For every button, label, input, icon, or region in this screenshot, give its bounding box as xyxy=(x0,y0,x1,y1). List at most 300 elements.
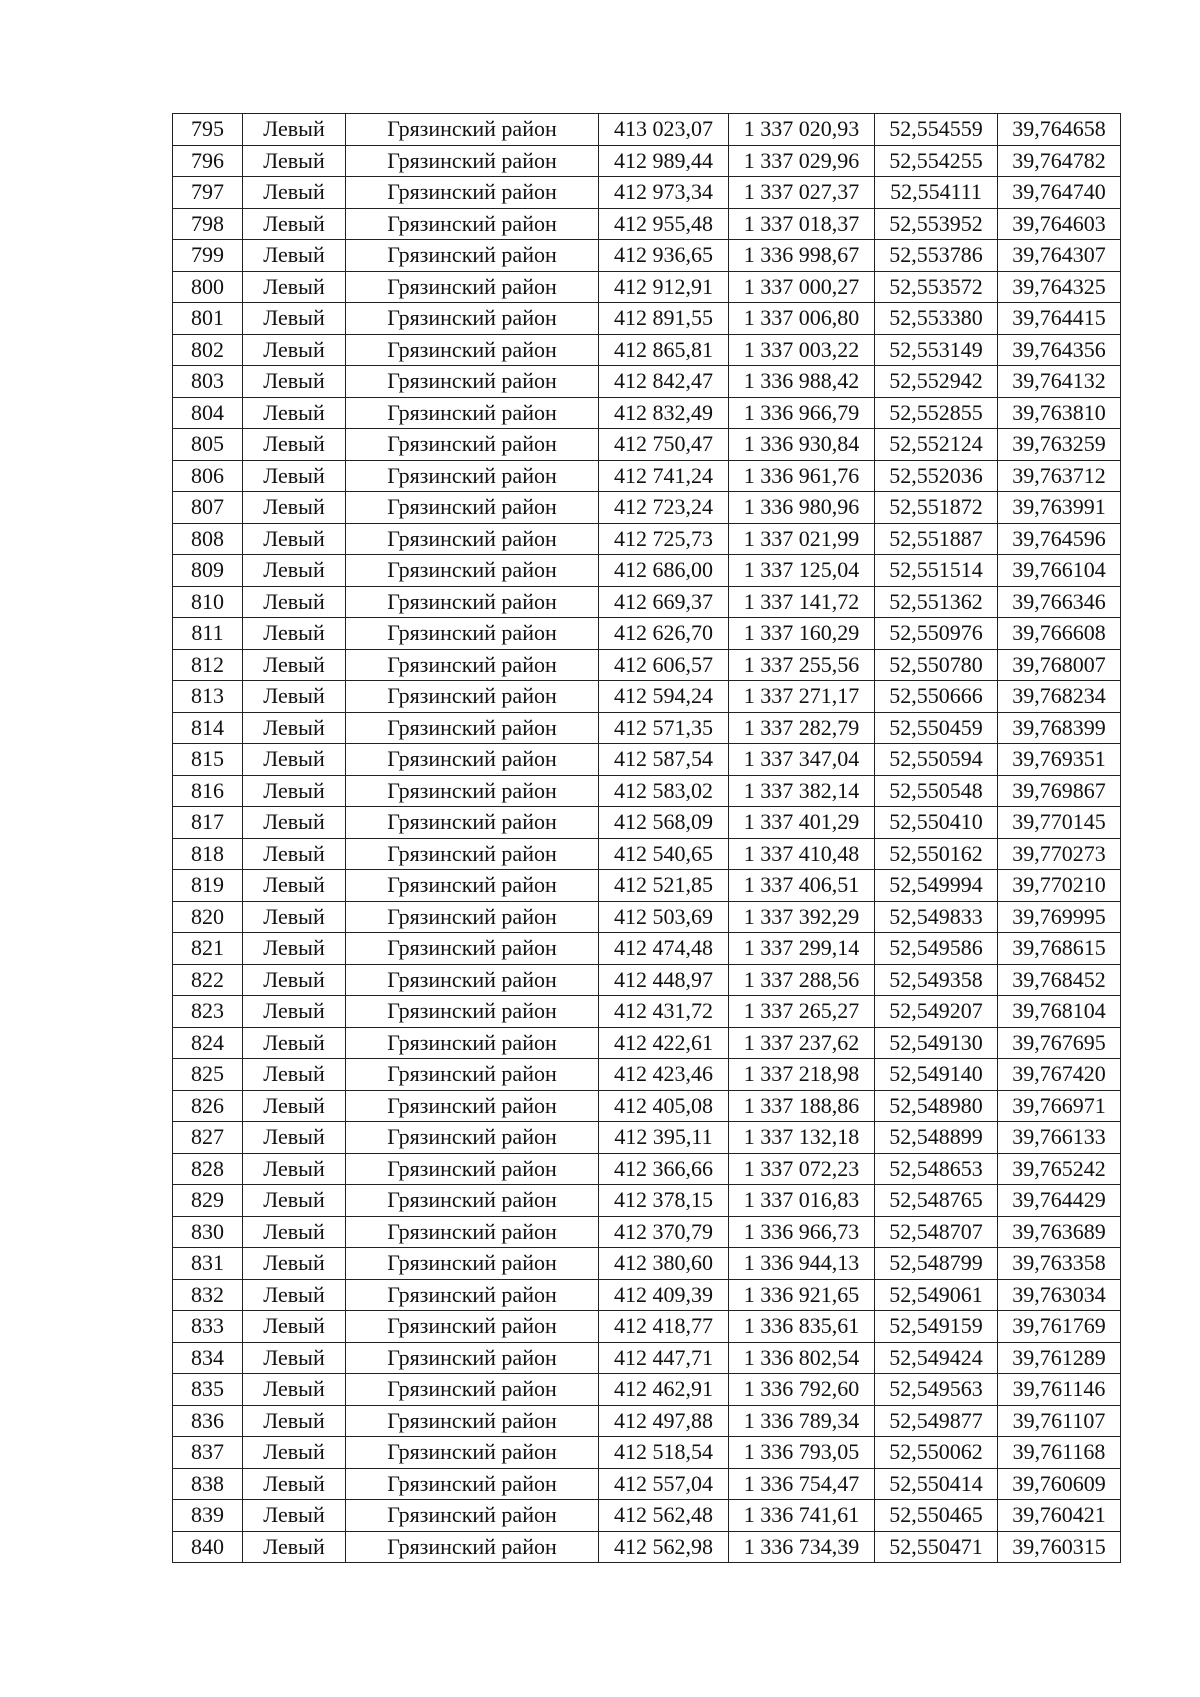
y-coordinate-cell: 1 336 930,84 xyxy=(729,429,875,461)
y-coordinate-cell: 1 336 980,96 xyxy=(729,492,875,524)
point-number-cell: 840 xyxy=(173,1531,243,1563)
latitude-cell: 52,553786 xyxy=(875,240,998,272)
y-coordinate-cell: 1 337 021,99 xyxy=(729,523,875,555)
longitude-cell: 39,760609 xyxy=(998,1468,1121,1500)
district-cell: Грязинский район xyxy=(346,1437,599,1469)
x-coordinate-cell: 412 378,15 xyxy=(599,1185,729,1217)
x-coordinate-cell: 413 023,07 xyxy=(599,114,729,146)
table-row xyxy=(173,208,1121,240)
x-coordinate-cell: 412 423,46 xyxy=(599,1059,729,1091)
table-row xyxy=(173,1374,1121,1406)
side-cell: Левый xyxy=(243,334,346,366)
x-coordinate-cell: 412 568,09 xyxy=(599,807,729,839)
table-row xyxy=(173,429,1121,461)
side-cell: Левый xyxy=(243,114,346,146)
table-row xyxy=(173,1185,1121,1217)
longitude-cell: 39,768104 xyxy=(998,996,1121,1028)
point-number-cell: 819 xyxy=(173,870,243,902)
point-number-cell: 808 xyxy=(173,523,243,555)
latitude-cell: 52,549140 xyxy=(875,1059,998,1091)
side-cell: Левый xyxy=(243,1122,346,1154)
table-row xyxy=(173,933,1121,965)
side-cell: Левый xyxy=(243,1027,346,1059)
y-coordinate-cell: 1 337 141,72 xyxy=(729,586,875,618)
point-number-cell: 803 xyxy=(173,366,243,398)
longitude-cell: 39,761769 xyxy=(998,1311,1121,1343)
x-coordinate-cell: 412 626,70 xyxy=(599,618,729,650)
x-coordinate-cell: 412 370,79 xyxy=(599,1216,729,1248)
x-coordinate-cell: 412 594,24 xyxy=(599,681,729,713)
table-row xyxy=(173,460,1121,492)
longitude-cell: 39,764356 xyxy=(998,334,1121,366)
table-row xyxy=(173,145,1121,177)
longitude-cell: 39,766346 xyxy=(998,586,1121,618)
x-coordinate-cell: 412 518,54 xyxy=(599,1437,729,1469)
table-row xyxy=(173,1027,1121,1059)
district-cell: Грязинский район xyxy=(346,177,599,209)
latitude-cell: 52,549994 xyxy=(875,870,998,902)
table-row xyxy=(173,1216,1121,1248)
side-cell: Левый xyxy=(243,1468,346,1500)
x-coordinate-cell: 412 503,69 xyxy=(599,901,729,933)
latitude-cell: 52,553572 xyxy=(875,271,998,303)
longitude-cell: 39,764307 xyxy=(998,240,1121,272)
point-number-cell: 821 xyxy=(173,933,243,965)
side-cell: Левый xyxy=(243,1059,346,1091)
table-row xyxy=(173,964,1121,996)
x-coordinate-cell: 412 606,57 xyxy=(599,649,729,681)
point-number-cell: 824 xyxy=(173,1027,243,1059)
x-coordinate-cell: 412 832,49 xyxy=(599,397,729,429)
point-number-cell: 812 xyxy=(173,649,243,681)
side-cell: Левый xyxy=(243,1531,346,1563)
side-cell: Левый xyxy=(243,208,346,240)
side-cell: Левый xyxy=(243,1342,346,1374)
y-coordinate-cell: 1 336 966,73 xyxy=(729,1216,875,1248)
longitude-cell: 39,770145 xyxy=(998,807,1121,839)
side-cell: Левый xyxy=(243,492,346,524)
table-row xyxy=(173,1468,1121,1500)
side-cell: Левый xyxy=(243,744,346,776)
longitude-cell: 39,764415 xyxy=(998,303,1121,335)
longitude-cell: 39,763689 xyxy=(998,1216,1121,1248)
district-cell: Грязинский район xyxy=(346,775,599,807)
latitude-cell: 52,550594 xyxy=(875,744,998,776)
longitude-cell: 39,764603 xyxy=(998,208,1121,240)
x-coordinate-cell: 412 583,02 xyxy=(599,775,729,807)
x-coordinate-cell: 412 936,65 xyxy=(599,240,729,272)
longitude-cell: 39,766133 xyxy=(998,1122,1121,1154)
district-cell: Грязинский район xyxy=(346,492,599,524)
table-row xyxy=(173,1500,1121,1532)
longitude-cell: 39,770273 xyxy=(998,838,1121,870)
side-cell: Левый xyxy=(243,586,346,618)
longitude-cell: 39,764596 xyxy=(998,523,1121,555)
x-coordinate-cell: 412 380,60 xyxy=(599,1248,729,1280)
x-coordinate-cell: 412 521,85 xyxy=(599,870,729,902)
district-cell: Грязинский район xyxy=(346,208,599,240)
point-number-cell: 805 xyxy=(173,429,243,461)
y-coordinate-cell: 1 337 016,83 xyxy=(729,1185,875,1217)
latitude-cell: 52,548765 xyxy=(875,1185,998,1217)
point-number-cell: 826 xyxy=(173,1090,243,1122)
x-coordinate-cell: 412 842,47 xyxy=(599,366,729,398)
table-row xyxy=(173,366,1121,398)
latitude-cell: 52,548899 xyxy=(875,1122,998,1154)
latitude-cell: 52,550780 xyxy=(875,649,998,681)
point-number-cell: 829 xyxy=(173,1185,243,1217)
longitude-cell: 39,761289 xyxy=(998,1342,1121,1374)
district-cell: Грязинский район xyxy=(346,586,599,618)
y-coordinate-cell: 1 337 288,56 xyxy=(729,964,875,996)
latitude-cell: 52,549061 xyxy=(875,1279,998,1311)
point-number-cell: 823 xyxy=(173,996,243,1028)
district-cell: Грязинский район xyxy=(346,523,599,555)
latitude-cell: 52,553149 xyxy=(875,334,998,366)
y-coordinate-cell: 1 337 188,86 xyxy=(729,1090,875,1122)
latitude-cell: 52,550471 xyxy=(875,1531,998,1563)
x-coordinate-cell: 412 865,81 xyxy=(599,334,729,366)
table-row xyxy=(173,240,1121,272)
longitude-cell: 39,769867 xyxy=(998,775,1121,807)
district-cell: Грязинский район xyxy=(346,712,599,744)
side-cell: Левый xyxy=(243,1153,346,1185)
district-cell: Грязинский район xyxy=(346,397,599,429)
table-row xyxy=(173,1437,1121,1469)
longitude-cell: 39,763991 xyxy=(998,492,1121,524)
district-cell: Грязинский район xyxy=(346,1248,599,1280)
point-number-cell: 834 xyxy=(173,1342,243,1374)
point-number-cell: 838 xyxy=(173,1468,243,1500)
table-row xyxy=(173,586,1121,618)
side-cell: Левый xyxy=(243,1374,346,1406)
x-coordinate-cell: 412 912,91 xyxy=(599,271,729,303)
point-number-cell: 820 xyxy=(173,901,243,933)
latitude-cell: 52,549130 xyxy=(875,1027,998,1059)
longitude-cell: 39,760315 xyxy=(998,1531,1121,1563)
side-cell: Левый xyxy=(243,1405,346,1437)
y-coordinate-cell: 1 336 988,42 xyxy=(729,366,875,398)
district-cell: Грязинский район xyxy=(346,1374,599,1406)
x-coordinate-cell: 412 669,37 xyxy=(599,586,729,618)
x-coordinate-cell: 412 447,71 xyxy=(599,1342,729,1374)
district-cell: Грязинский район xyxy=(346,1279,599,1311)
longitude-cell: 39,761146 xyxy=(998,1374,1121,1406)
side-cell: Левый xyxy=(243,303,346,335)
point-number-cell: 799 xyxy=(173,240,243,272)
side-cell: Левый xyxy=(243,618,346,650)
district-cell: Грязинский район xyxy=(346,1153,599,1185)
longitude-cell: 39,764740 xyxy=(998,177,1121,209)
latitude-cell: 52,550465 xyxy=(875,1500,998,1532)
coordinates-table xyxy=(172,113,1121,1563)
side-cell: Левый xyxy=(243,1311,346,1343)
longitude-cell: 39,764782 xyxy=(998,145,1121,177)
district-cell: Грязинский район xyxy=(346,649,599,681)
y-coordinate-cell: 1 337 132,18 xyxy=(729,1122,875,1154)
x-coordinate-cell: 412 723,24 xyxy=(599,492,729,524)
longitude-cell: 39,768399 xyxy=(998,712,1121,744)
latitude-cell: 52,548707 xyxy=(875,1216,998,1248)
district-cell: Грязинский район xyxy=(346,1027,599,1059)
latitude-cell: 52,552942 xyxy=(875,366,998,398)
latitude-cell: 52,552036 xyxy=(875,460,998,492)
table-row xyxy=(173,492,1121,524)
longitude-cell: 39,761107 xyxy=(998,1405,1121,1437)
y-coordinate-cell: 1 337 347,04 xyxy=(729,744,875,776)
y-coordinate-cell: 1 336 998,67 xyxy=(729,240,875,272)
y-coordinate-cell: 1 337 282,79 xyxy=(729,712,875,744)
x-coordinate-cell: 412 955,48 xyxy=(599,208,729,240)
y-coordinate-cell: 1 337 020,93 xyxy=(729,114,875,146)
longitude-cell: 39,767420 xyxy=(998,1059,1121,1091)
side-cell: Левый xyxy=(243,271,346,303)
point-number-cell: 839 xyxy=(173,1500,243,1532)
latitude-cell: 52,553952 xyxy=(875,208,998,240)
x-coordinate-cell: 412 571,35 xyxy=(599,712,729,744)
longitude-cell: 39,768007 xyxy=(998,649,1121,681)
y-coordinate-cell: 1 337 406,51 xyxy=(729,870,875,902)
y-coordinate-cell: 1 337 125,04 xyxy=(729,555,875,587)
latitude-cell: 52,552855 xyxy=(875,397,998,429)
district-cell: Грязинский район xyxy=(346,1185,599,1217)
y-coordinate-cell: 1 336 789,34 xyxy=(729,1405,875,1437)
side-cell: Левый xyxy=(243,523,346,555)
x-coordinate-cell: 412 462,91 xyxy=(599,1374,729,1406)
y-coordinate-cell: 1 336 793,05 xyxy=(729,1437,875,1469)
district-cell: Грязинский район xyxy=(346,240,599,272)
point-number-cell: 801 xyxy=(173,303,243,335)
table-row xyxy=(173,1153,1121,1185)
side-cell: Левый xyxy=(243,649,346,681)
x-coordinate-cell: 412 497,88 xyxy=(599,1405,729,1437)
district-cell: Грязинский район xyxy=(346,744,599,776)
latitude-cell: 52,549159 xyxy=(875,1311,998,1343)
point-number-cell: 830 xyxy=(173,1216,243,1248)
x-coordinate-cell: 412 409,39 xyxy=(599,1279,729,1311)
x-coordinate-cell: 412 562,48 xyxy=(599,1500,729,1532)
x-coordinate-cell: 412 750,47 xyxy=(599,429,729,461)
x-coordinate-cell: 412 395,11 xyxy=(599,1122,729,1154)
longitude-cell: 39,764658 xyxy=(998,114,1121,146)
district-cell: Грязинский район xyxy=(346,996,599,1028)
y-coordinate-cell: 1 336 734,39 xyxy=(729,1531,875,1563)
longitude-cell: 39,761168 xyxy=(998,1437,1121,1469)
longitude-cell: 39,766608 xyxy=(998,618,1121,650)
side-cell: Левый xyxy=(243,901,346,933)
y-coordinate-cell: 1 336 754,47 xyxy=(729,1468,875,1500)
point-number-cell: 825 xyxy=(173,1059,243,1091)
longitude-cell: 39,764132 xyxy=(998,366,1121,398)
point-number-cell: 798 xyxy=(173,208,243,240)
table-row xyxy=(173,114,1121,146)
point-number-cell: 810 xyxy=(173,586,243,618)
district-cell: Грязинский район xyxy=(346,1342,599,1374)
latitude-cell: 52,554255 xyxy=(875,145,998,177)
side-cell: Левый xyxy=(243,775,346,807)
point-number-cell: 827 xyxy=(173,1122,243,1154)
table-row xyxy=(173,870,1121,902)
district-cell: Грязинский район xyxy=(346,1500,599,1532)
x-coordinate-cell: 412 422,61 xyxy=(599,1027,729,1059)
x-coordinate-cell: 412 587,54 xyxy=(599,744,729,776)
district-cell: Грязинский район xyxy=(346,618,599,650)
district-cell: Грязинский район xyxy=(346,555,599,587)
y-coordinate-cell: 1 336 792,60 xyxy=(729,1374,875,1406)
side-cell: Левый xyxy=(243,177,346,209)
point-number-cell: 796 xyxy=(173,145,243,177)
y-coordinate-cell: 1 337 006,80 xyxy=(729,303,875,335)
latitude-cell: 52,550666 xyxy=(875,681,998,713)
latitude-cell: 52,551514 xyxy=(875,555,998,587)
longitude-cell: 39,767695 xyxy=(998,1027,1121,1059)
table-row xyxy=(173,1059,1121,1091)
longitude-cell: 39,769351 xyxy=(998,744,1121,776)
table-row xyxy=(173,523,1121,555)
district-cell: Грязинский район xyxy=(346,1311,599,1343)
x-coordinate-cell: 412 725,73 xyxy=(599,523,729,555)
y-coordinate-cell: 1 336 921,65 xyxy=(729,1279,875,1311)
latitude-cell: 52,554559 xyxy=(875,114,998,146)
side-cell: Левый xyxy=(243,996,346,1028)
y-coordinate-cell: 1 337 218,98 xyxy=(729,1059,875,1091)
district-cell: Грязинский район xyxy=(346,366,599,398)
latitude-cell: 52,549207 xyxy=(875,996,998,1028)
side-cell: Левый xyxy=(243,807,346,839)
side-cell: Левый xyxy=(243,460,346,492)
point-number-cell: 836 xyxy=(173,1405,243,1437)
district-cell: Грязинский район xyxy=(346,1090,599,1122)
latitude-cell: 52,550459 xyxy=(875,712,998,744)
point-number-cell: 809 xyxy=(173,555,243,587)
district-cell: Грязинский район xyxy=(346,1059,599,1091)
district-cell: Грязинский район xyxy=(346,933,599,965)
table-row xyxy=(173,334,1121,366)
table-row xyxy=(173,1405,1121,1437)
district-cell: Грязинский район xyxy=(346,681,599,713)
longitude-cell: 39,763712 xyxy=(998,460,1121,492)
y-coordinate-cell: 1 337 410,48 xyxy=(729,838,875,870)
point-number-cell: 831 xyxy=(173,1248,243,1280)
latitude-cell: 52,551872 xyxy=(875,492,998,524)
x-coordinate-cell: 412 741,24 xyxy=(599,460,729,492)
longitude-cell: 39,764429 xyxy=(998,1185,1121,1217)
side-cell: Левый xyxy=(243,1279,346,1311)
point-number-cell: 833 xyxy=(173,1311,243,1343)
table-row xyxy=(173,618,1121,650)
y-coordinate-cell: 1 336 944,13 xyxy=(729,1248,875,1280)
longitude-cell: 39,768452 xyxy=(998,964,1121,996)
district-cell: Грязинский район xyxy=(346,1122,599,1154)
side-cell: Левый xyxy=(243,240,346,272)
latitude-cell: 52,549358 xyxy=(875,964,998,996)
latitude-cell: 52,549563 xyxy=(875,1374,998,1406)
longitude-cell: 39,763810 xyxy=(998,397,1121,429)
table-row xyxy=(173,744,1121,776)
longitude-cell: 39,763358 xyxy=(998,1248,1121,1280)
table-row xyxy=(173,681,1121,713)
table-row xyxy=(173,775,1121,807)
table-row xyxy=(173,712,1121,744)
point-number-cell: 837 xyxy=(173,1437,243,1469)
latitude-cell: 52,548799 xyxy=(875,1248,998,1280)
x-coordinate-cell: 412 448,97 xyxy=(599,964,729,996)
table-row xyxy=(173,1311,1121,1343)
point-number-cell: 811 xyxy=(173,618,243,650)
point-number-cell: 815 xyxy=(173,744,243,776)
latitude-cell: 52,548980 xyxy=(875,1090,998,1122)
district-cell: Грязинский район xyxy=(346,807,599,839)
latitude-cell: 52,549424 xyxy=(875,1342,998,1374)
latitude-cell: 52,553380 xyxy=(875,303,998,335)
x-coordinate-cell: 412 540,65 xyxy=(599,838,729,870)
longitude-cell: 39,764325 xyxy=(998,271,1121,303)
x-coordinate-cell: 412 557,04 xyxy=(599,1468,729,1500)
y-coordinate-cell: 1 337 029,96 xyxy=(729,145,875,177)
side-cell: Левый xyxy=(243,964,346,996)
point-number-cell: 817 xyxy=(173,807,243,839)
side-cell: Левый xyxy=(243,838,346,870)
point-number-cell: 818 xyxy=(173,838,243,870)
y-coordinate-cell: 1 337 000,27 xyxy=(729,271,875,303)
y-coordinate-cell: 1 337 160,29 xyxy=(729,618,875,650)
table-row xyxy=(173,649,1121,681)
x-coordinate-cell: 412 474,48 xyxy=(599,933,729,965)
district-cell: Грязинский район xyxy=(346,303,599,335)
side-cell: Левый xyxy=(243,712,346,744)
latitude-cell: 52,554111 xyxy=(875,177,998,209)
longitude-cell: 39,769995 xyxy=(998,901,1121,933)
side-cell: Левый xyxy=(243,397,346,429)
district-cell: Грязинский район xyxy=(346,901,599,933)
y-coordinate-cell: 1 337 382,14 xyxy=(729,775,875,807)
y-coordinate-cell: 1 337 072,23 xyxy=(729,1153,875,1185)
latitude-cell: 52,550410 xyxy=(875,807,998,839)
x-coordinate-cell: 412 562,98 xyxy=(599,1531,729,1563)
district-cell: Грязинский район xyxy=(346,271,599,303)
y-coordinate-cell: 1 337 237,62 xyxy=(729,1027,875,1059)
x-coordinate-cell: 412 989,44 xyxy=(599,145,729,177)
table-row xyxy=(173,271,1121,303)
longitude-cell: 39,768615 xyxy=(998,933,1121,965)
x-coordinate-cell: 412 366,66 xyxy=(599,1153,729,1185)
table-row xyxy=(173,996,1121,1028)
latitude-cell: 52,549586 xyxy=(875,933,998,965)
y-coordinate-cell: 1 336 741,61 xyxy=(729,1500,875,1532)
table-row xyxy=(173,901,1121,933)
table-row xyxy=(173,807,1121,839)
side-cell: Левый xyxy=(243,933,346,965)
x-coordinate-cell: 412 973,34 xyxy=(599,177,729,209)
x-coordinate-cell: 412 418,77 xyxy=(599,1311,729,1343)
longitude-cell: 39,765242 xyxy=(998,1153,1121,1185)
table-row xyxy=(173,1342,1121,1374)
y-coordinate-cell: 1 337 401,29 xyxy=(729,807,875,839)
y-coordinate-cell: 1 337 003,22 xyxy=(729,334,875,366)
y-coordinate-cell: 1 337 271,17 xyxy=(729,681,875,713)
y-coordinate-cell: 1 336 966,79 xyxy=(729,397,875,429)
side-cell: Левый xyxy=(243,1500,346,1532)
district-cell: Грязинский район xyxy=(346,1468,599,1500)
district-cell: Грязинский район xyxy=(346,838,599,870)
y-coordinate-cell: 1 336 802,54 xyxy=(729,1342,875,1374)
district-cell: Грязинский район xyxy=(346,145,599,177)
table-row xyxy=(173,303,1121,335)
y-coordinate-cell: 1 337 299,14 xyxy=(729,933,875,965)
table-row xyxy=(173,555,1121,587)
point-number-cell: 822 xyxy=(173,964,243,996)
longitude-cell: 39,768234 xyxy=(998,681,1121,713)
